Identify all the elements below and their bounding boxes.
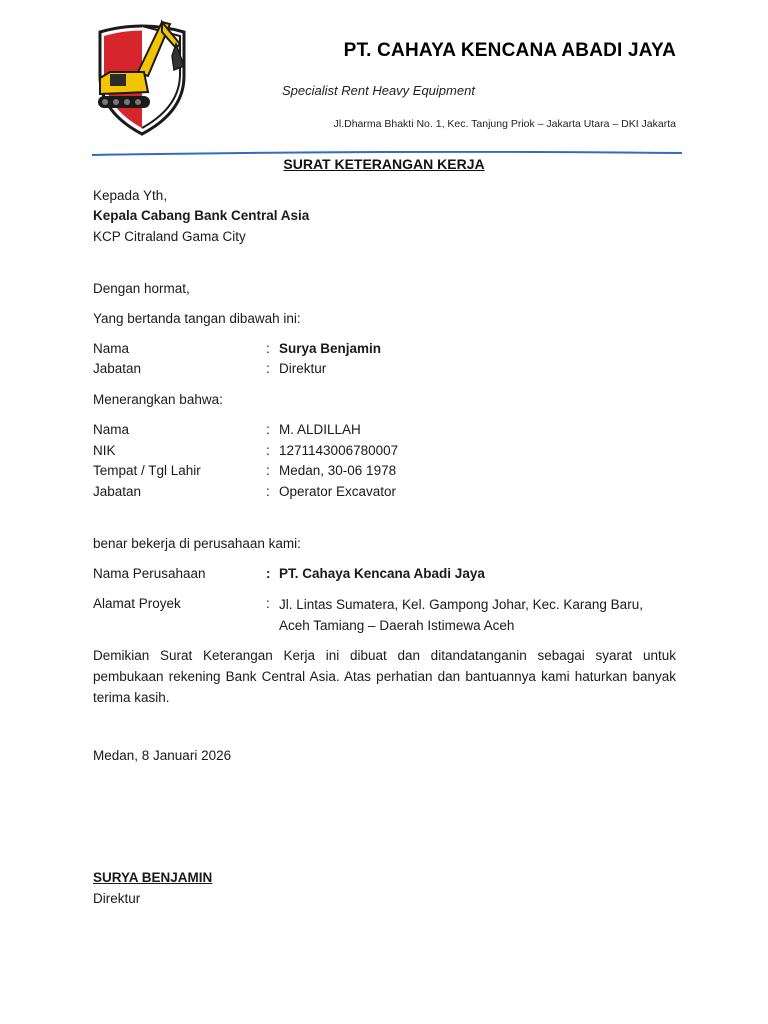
colon: : <box>266 463 270 478</box>
colon: : <box>266 596 270 611</box>
company-value: PT. Cahaya Kencana Abadi Jaya <box>279 566 485 581</box>
company-address: Jl.Dharma Bhakti No. 1, Kec. Tanjung Priok – Jakarta Utara – DKI Jakarta <box>333 118 676 130</box>
signature-name: SURYA BENJAMIN <box>93 870 213 885</box>
employee-name-value: M. ALDILLAH <box>279 422 361 437</box>
colon: : <box>266 341 270 356</box>
employee-position-value: Operator Excavator <box>279 484 397 499</box>
place-date: Medan, 8 Januari 2026 <box>93 748 232 763</box>
closing-paragraph: Demikian Surat Keterangan Kerja ini dibuat dan ditandatanganin sebagai syarat untuk pembukaan rekening Bank Central Asia. Atas perhatian dan bantuannya kami haturkan banyak terima kasih. <box>93 648 676 705</box>
colon: : <box>266 443 270 458</box>
colon: : <box>266 566 271 581</box>
salutation: Dengan hormat, <box>93 281 190 296</box>
employment-intro: benar bekerja di perusahaan kami: <box>93 536 301 551</box>
states-intro: Menerangkan bahwa: <box>93 392 223 407</box>
company-label: Nama Perusahaan <box>93 566 206 581</box>
signer-intro: Yang bertanda tangan dibawah ini: <box>93 311 301 326</box>
letter-title: SURAT KETERANGAN KERJA <box>283 156 485 172</box>
signer-name-label: Nama <box>93 341 130 356</box>
excavator-shield-icon <box>92 14 192 136</box>
company-name: PT. CAHAYA KENCANA ABADI JAYA <box>343 40 676 61</box>
employee-nik-value: 1271143006780007 <box>279 443 399 458</box>
employee-birth-label: Tempat / Tgl Lahir <box>93 463 201 478</box>
employee-birth-value: Medan, 30-06 1978 <box>279 463 397 478</box>
company-tagline: Specialist Rent Heavy Equipment <box>282 83 475 98</box>
recipient-name: Kepala Cabang Bank Central Asia <box>93 208 310 223</box>
signature-position: Direktur <box>93 891 141 906</box>
recipient-greeting: Kepada Yth, <box>93 188 168 203</box>
project-label: Alamat Proyek <box>93 596 181 611</box>
employee-name-label: Nama <box>93 422 130 437</box>
signer-position-label: Jabatan <box>93 361 142 376</box>
colon: : <box>266 484 270 499</box>
recipient-branch: KCP Citraland Gama City <box>93 229 246 244</box>
signer-name-value: Surya Benjamin <box>279 341 382 356</box>
employee-nik-label: NIK <box>93 443 116 458</box>
colon: : <box>266 422 270 437</box>
signer-position-value: Direktur <box>279 361 327 376</box>
employee-position-label: Jabatan <box>93 484 142 499</box>
colon: : <box>266 361 270 376</box>
project-address-value: Jl. Lintas Sumatera, Kel. Gampong Johar, Kec. Karang Baru, Aceh Tamiang – Daerah Istimewa Aceh <box>279 597 643 633</box>
